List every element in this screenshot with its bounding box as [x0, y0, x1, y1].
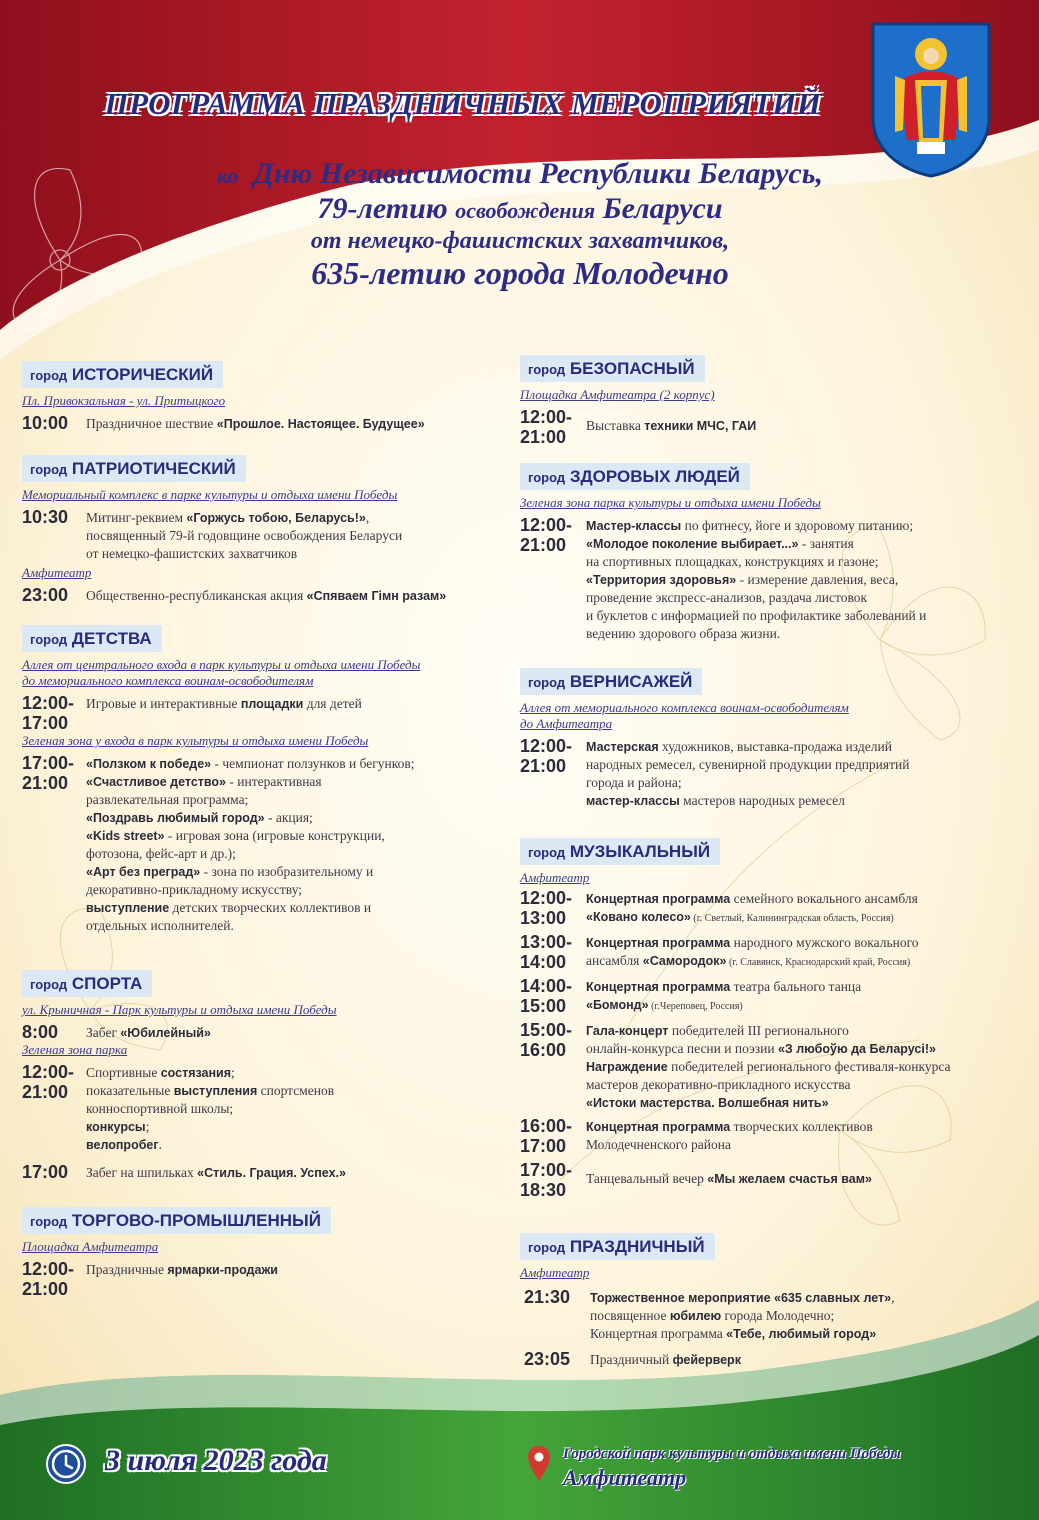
event-name: «Мы желаем счастья вам»	[707, 1172, 872, 1186]
event-name: «Территория здоровья»	[586, 573, 737, 587]
section-childhood	[22, 625, 520, 935]
event-name: Концертная программа	[586, 936, 731, 950]
event-description	[590, 1287, 894, 1343]
text: Аллея от мемориального комплекса воинам-освободителям	[520, 700, 849, 715]
section-header-prefix: город	[30, 632, 68, 647]
location-link: Амфитеатр	[520, 1265, 590, 1280]
header	[0, 0, 1039, 340]
text: Праздничные	[86, 1262, 168, 1277]
event-name: «Юбилейный»	[120, 1026, 211, 1040]
text: Забег на шпильках	[86, 1165, 198, 1180]
location-link: Зеленая зона у входа в парк культуры и отдыха имени Победы	[22, 733, 369, 748]
section-header	[520, 355, 705, 382]
time-start: 12:00-	[520, 888, 573, 908]
text: Праздничное шествие	[86, 416, 217, 431]
event-name: выступление	[86, 901, 170, 915]
event-description	[586, 515, 926, 643]
text: для детей	[303, 696, 362, 711]
text: Выставка	[586, 418, 645, 433]
event-name: «Счастливое детство»	[86, 775, 226, 789]
event-row	[520, 515, 1016, 643]
subtitle-prefix: ко	[217, 163, 239, 188]
event-time: 21:30	[524, 1287, 571, 1307]
event-row	[22, 413, 520, 433]
time-start: 12:00-	[22, 1062, 75, 1082]
event-name: «Kids street»	[86, 829, 165, 843]
subtitle-line-1	[100, 157, 940, 191]
event-time	[520, 1160, 586, 1200]
event-description	[86, 413, 425, 433]
event-name: конкурсы	[86, 1120, 146, 1134]
section-sport	[22, 970, 520, 1182]
text: показательные	[86, 1083, 174, 1098]
location-link: Амфитеатр	[22, 565, 92, 580]
event-name: «Ползком к победе»	[86, 757, 212, 771]
event-description	[586, 976, 861, 1016]
text: города Молодечно;	[721, 1308, 835, 1323]
text: - акция;	[264, 810, 313, 825]
event-description	[86, 1062, 334, 1154]
event-name: «Арт без преград»	[86, 865, 201, 879]
note: (г. Светлый, Калининградская область, Россия)	[690, 913, 894, 924]
event-time	[22, 1259, 86, 1299]
text: Концертная программа	[590, 1326, 727, 1341]
page-title: ПРОГРАММА ПРАЗДНИЧНЫХ МЕРОПРИЯТИЙ	[104, 86, 822, 121]
event-name: «Самородок»	[642, 954, 727, 968]
text: детских творческих коллективов и	[169, 900, 372, 915]
event-row	[520, 888, 1016, 928]
event-name: техники МЧС, ГАИ	[644, 419, 757, 433]
location-link: Площадка Амфитеатра	[22, 1239, 159, 1254]
event-description	[586, 407, 756, 435]
section-health	[520, 463, 1016, 643]
text: ;	[231, 1065, 235, 1080]
text: художников, выставка-продажа изделий	[658, 739, 892, 754]
event-description	[86, 1259, 278, 1279]
location-link: Зеленая зона парка	[22, 1042, 128, 1057]
section-header-name: ЗДОРОВЫХ ЛЮДЕЙ	[569, 467, 740, 486]
time-start: 12:00-	[22, 1259, 75, 1279]
subtitle-line-3: от немецко-фашистских захватчиков,	[310, 228, 730, 254]
event-name: «Поздравь любимый город»	[86, 811, 265, 825]
text: победителей регионального фестиваля-конкурса	[667, 1059, 951, 1074]
event-name: Гала-концерт	[586, 1024, 669, 1038]
event-name: велопробег	[86, 1138, 159, 1152]
event-row	[520, 1116, 1016, 1156]
event-description	[586, 736, 909, 810]
text: Танцевальный вечер	[586, 1171, 708, 1186]
time-end: 17:00	[22, 713, 69, 733]
event-description	[86, 585, 446, 605]
section-header	[22, 361, 223, 388]
section-header	[22, 625, 162, 652]
event-name: ярмарки-продажи	[167, 1263, 278, 1277]
text: Забег	[86, 1025, 121, 1040]
time-end: 13:00	[520, 908, 567, 928]
text: - занятия	[798, 536, 854, 551]
event-time: 23:00	[22, 585, 69, 605]
section-header	[520, 463, 750, 490]
event-time	[22, 1062, 86, 1102]
event-description	[586, 1160, 872, 1188]
event-row	[22, 693, 520, 733]
event-row	[520, 736, 1016, 810]
section-safe	[520, 355, 1016, 447]
subtitle-text: освобождения	[455, 198, 596, 223]
time-end: 16:00	[520, 1040, 567, 1060]
event-row	[520, 1160, 1016, 1200]
text: - чемпионат ползунков и бегунков;	[211, 756, 415, 771]
text: - зона по изобразительному и	[200, 864, 374, 879]
event-time	[520, 932, 586, 972]
text: театра бального танца	[730, 979, 862, 994]
subtitle-line-4: 635-летию города Молодечно	[311, 255, 729, 291]
text: до Амфитеатра	[520, 716, 613, 731]
time-end: 18:30	[520, 1180, 567, 1200]
event-name: выступления	[173, 1084, 258, 1098]
text: ;	[145, 1119, 150, 1134]
section-header-name: ДЕТСТВА	[71, 629, 152, 648]
event-row	[520, 1287, 1016, 1343]
text: Игровые и интерактивные	[86, 696, 241, 711]
event-description	[86, 693, 362, 713]
event-row	[520, 932, 1016, 972]
section-patriotic	[22, 455, 520, 605]
section-header-name: СПОРТА	[71, 974, 143, 993]
note: (г. Славянск, Краснодарский край, Россия)	[726, 957, 911, 968]
venue-name: Городской парк культуры и отдыха имени Победы	[563, 1446, 901, 1462]
section-header-name: ВЕРНИСАЖЕЙ	[569, 672, 693, 691]
section-header	[520, 668, 702, 695]
event-name: Награждение	[586, 1060, 668, 1074]
event-name: Торжественное мероприятие «635 славных лет»	[590, 1291, 892, 1305]
event-name: «Молодое поколение выбирает...»	[586, 537, 799, 551]
event-time	[520, 1020, 586, 1060]
section-header-prefix: город	[528, 362, 566, 377]
event-name: «Спяваем Гімн разам»	[306, 589, 447, 603]
text: Общественно-республиканская акция	[86, 588, 307, 603]
time-start: 17:00-	[520, 1160, 573, 1180]
event-row	[520, 976, 1016, 1016]
event-name: Концертная программа	[586, 892, 731, 906]
event-name: «З любоўю да Беларусі!»	[777, 1042, 936, 1056]
text: ,	[891, 1290, 895, 1305]
section-header-name: МУЗЫКАЛЬНЫЙ	[569, 842, 711, 861]
event-date: 3 июля 2023 года	[105, 1444, 327, 1477]
location-link: Мемориальный комплекс в парке культуры и отдыха имени Победы	[22, 487, 398, 502]
text: проведение экспресс-анализов, раздача листовок	[586, 590, 868, 605]
event-description	[86, 1162, 346, 1182]
section-music	[520, 838, 1016, 1200]
time-end: 21:00	[520, 427, 567, 447]
text: народных ремесел, сувенирной продукции предприятий	[586, 757, 910, 772]
time-end: 21:00	[520, 756, 567, 776]
section-header-prefix: город	[528, 1240, 566, 1255]
event-name: Мастерская	[586, 740, 659, 754]
time-start: 17:00-	[22, 753, 75, 773]
event-row	[22, 753, 520, 935]
clock-icon	[45, 1443, 87, 1485]
text: спортсменов	[257, 1083, 335, 1098]
text: ведению здорового образа жизни.	[586, 626, 781, 641]
event-name: Мастер-классы	[586, 519, 682, 533]
text: - интерактивная	[226, 774, 322, 789]
note: (г.Череповец, Россия)	[648, 1001, 743, 1012]
text: по фитнесу, йоге и здоровому питанию;	[681, 518, 914, 533]
event-time	[520, 736, 586, 776]
time-start: 12:00-	[520, 515, 573, 535]
location-link: Пл. Привокзальная - ул. Притыцкого	[22, 393, 226, 408]
event-name: «Истоки мастерства. Волшебная нить»	[586, 1096, 829, 1110]
event-name: юбилею	[669, 1309, 722, 1323]
text: Спортивные	[86, 1065, 161, 1080]
text: отдельных исполнителей.	[86, 918, 234, 933]
event-time	[520, 515, 586, 555]
text: развлекательная программа;	[86, 792, 249, 807]
event-name: «Ковано колесо»	[586, 910, 691, 924]
coat-of-arms-icon	[869, 20, 993, 178]
section-header	[520, 838, 720, 865]
text: Аллея от центрального входа в парк культуры и отдыха имени Победы	[22, 657, 421, 672]
section-header-name: БЕЗОПАСНЫЙ	[569, 359, 695, 378]
section-header-name: ТОРГОВО-ПРОМЫШЛЕННЫЙ	[71, 1211, 321, 1230]
text: - измерение давления, веса,	[736, 572, 899, 587]
time-start: 12:00-	[520, 736, 573, 756]
section-header-prefix: город	[30, 368, 68, 383]
event-time	[520, 407, 586, 447]
section-festive	[520, 1233, 1016, 1369]
location-link	[22, 657, 520, 689]
event-time: 8:00	[22, 1022, 59, 1042]
event-row	[520, 1020, 1016, 1112]
event-name: Концертная программа	[586, 980, 731, 994]
text: на спортивных площадках, конструкциях и газоне;	[586, 554, 879, 569]
text: ,	[365, 510, 370, 525]
time-start: 16:00-	[520, 1116, 573, 1136]
event-time	[22, 693, 86, 733]
section-header-name: ИСТОРИЧЕСКИЙ	[71, 365, 214, 384]
text: конноспортивной школы;	[86, 1101, 234, 1116]
time-end: 21:00	[520, 535, 567, 555]
text: посвященное	[590, 1308, 670, 1323]
section-trade	[22, 1207, 520, 1299]
event-description	[86, 1022, 211, 1042]
event-row	[22, 1162, 520, 1182]
event-row	[22, 1022, 520, 1042]
location-link: Площадка Амфитеатра (2 корпус)	[520, 387, 715, 402]
text: онлайн-конкурса песни и поэзии	[586, 1041, 778, 1056]
subtitle-text: Беларуси	[602, 192, 723, 225]
text: ансамбля	[586, 953, 643, 968]
event-row	[22, 585, 520, 605]
text: Молодечненского района	[586, 1137, 731, 1152]
time-start: 13:00-	[520, 932, 573, 952]
event-description	[86, 753, 415, 935]
section-header-prefix: город	[30, 462, 68, 477]
event-description	[86, 507, 402, 563]
event-name: «Прошлое. Настоящее. Будущее»	[216, 417, 425, 431]
location-link: Зеленая зона парка культуры и отдыха имени Победы	[520, 495, 821, 510]
section-header	[22, 970, 152, 997]
event-row	[520, 1349, 1016, 1369]
event-time: 10:30	[22, 507, 69, 527]
event-name: «Стиль. Грация. Успех.»	[197, 1166, 346, 1180]
event-time	[520, 1116, 586, 1156]
text: Митинг-реквием	[86, 510, 187, 525]
event-time	[520, 888, 586, 928]
time-end: 21:00	[22, 1279, 69, 1299]
event-name: Концертная программа	[586, 1120, 731, 1134]
event-time: 17:00	[22, 1162, 69, 1182]
time-end: 15:00	[520, 996, 567, 1016]
event-description	[586, 1020, 950, 1112]
event-description	[590, 1349, 741, 1369]
event-name: «Горжусь тобою, Беларусь!»	[186, 511, 366, 525]
time-end: 17:00	[520, 1136, 567, 1156]
event-time: 10:00	[22, 413, 69, 433]
event-row	[520, 407, 1016, 447]
text: победителей III регионального	[668, 1023, 849, 1038]
text: и буклетов с информацией по профилактике заболеваний и	[586, 608, 927, 623]
time-start: 15:00-	[520, 1020, 573, 1040]
time-end: 21:00	[22, 773, 69, 793]
venue-place: Амфитеатр	[563, 1465, 687, 1490]
text: декоративно-прикладному искусству;	[86, 882, 303, 897]
text: народного мужского вокального	[730, 935, 919, 950]
event-row	[22, 507, 520, 563]
section-header-prefix: город	[30, 1214, 68, 1229]
section-vernissage	[520, 668, 1016, 810]
section-header-prefix: город	[528, 845, 566, 860]
text: творческих коллективов	[730, 1119, 873, 1134]
section-historical	[22, 361, 520, 433]
event-time: 23:05	[524, 1349, 571, 1369]
section-header-prefix: город	[30, 977, 68, 992]
event-time	[22, 753, 86, 793]
text: Праздничный	[590, 1352, 673, 1367]
event-name: мастер-классы	[586, 794, 680, 808]
event-time	[520, 976, 586, 1016]
subtitle-text: Дню Независимости Республики Беларусь,	[253, 157, 823, 190]
event-row	[22, 1259, 520, 1299]
event-row	[22, 1062, 520, 1154]
text: посвященный 79-й годовщине освобождения Беларуси	[86, 528, 403, 543]
text: от немецко-фашистских захватчиков	[86, 546, 298, 561]
event-name: фейерверк	[672, 1353, 741, 1367]
time-start: 12:00-	[22, 693, 75, 713]
text: фотозона, фейс-арт и др.);	[86, 846, 236, 861]
event-name: «Бомонд»	[586, 998, 649, 1012]
location-link: Амфитеатр	[520, 870, 590, 885]
subtitle-text: 79-летию	[317, 192, 448, 225]
text: семейного вокального ансамбля	[730, 891, 918, 906]
text: до мемориального комплекса воинам-освободителям	[22, 673, 314, 688]
section-header	[22, 455, 246, 482]
event-name: «Тебе, любимый город»	[726, 1327, 877, 1341]
event-description	[586, 932, 919, 972]
text: мастеров декоративно-прикладного искусства	[586, 1077, 851, 1092]
time-end: 14:00	[520, 952, 567, 972]
section-header-name: ПРАЗДНИЧНЫЙ	[569, 1237, 705, 1256]
section-header	[520, 1233, 715, 1260]
location-link: ул. Крыничная - Парк культуры и отдыха имени Победы	[22, 1002, 337, 1017]
time-start: 14:00-	[520, 976, 573, 996]
text: мастеров народных ремесел	[679, 793, 845, 808]
location-pin-icon	[527, 1445, 551, 1483]
subtitle-line-2	[100, 192, 940, 226]
location-link	[520, 700, 1016, 732]
section-header-prefix: город	[528, 675, 566, 690]
event-description	[586, 1116, 873, 1154]
section-header	[22, 1207, 331, 1234]
text: - игровая зона (игровые конструкции,	[164, 828, 385, 843]
time-start: 12:00-	[520, 407, 573, 427]
section-header-name: ПАТРИОТИЧЕСКИЙ	[71, 459, 236, 478]
section-header-prefix: город	[528, 470, 566, 485]
event-name: площадки	[240, 697, 304, 711]
event-name: состязания	[160, 1066, 232, 1080]
time-end: 21:00	[22, 1082, 69, 1102]
text: города и района;	[586, 775, 682, 790]
text: .	[158, 1137, 162, 1152]
event-description	[586, 888, 918, 928]
